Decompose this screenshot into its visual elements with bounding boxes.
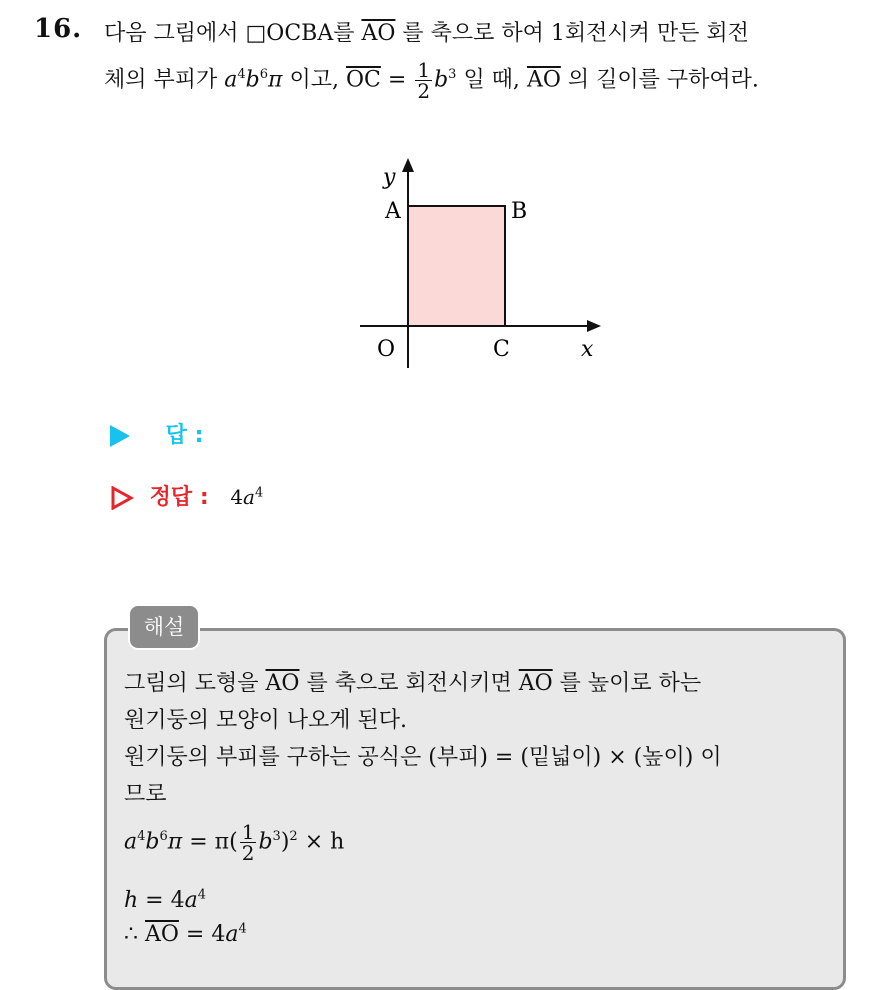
solution-line-1: 그림의 도형을 $\overline{AO}$ 를 축으로 회전시키면 $\overline{AO}$ 를 높이로 하는 — [124, 671, 702, 696]
solution-equation-1: $a^4b^6\pi = \pi$( $\frac{1}{2}$ $b^3)^2 \times h$ — [124, 820, 345, 865]
fraction-numerator: 1 — [417, 58, 431, 82]
question-number: 16. — [34, 14, 83, 44]
x-axis-label: x — [581, 337, 594, 362]
rectangle-ocba — [408, 206, 505, 326]
answer-label: 답 : — [165, 423, 204, 448]
point-label-c: C — [493, 337, 510, 362]
solution-equation-2: $h = 4a^4$ — [124, 887, 206, 913]
correct-answer-row — [110, 480, 263, 511]
point-label-a: A — [385, 199, 401, 224]
fraction-denominator: 2 — [417, 79, 431, 103]
x-axis-arrow — [587, 320, 601, 332]
fraction — [415, 60, 432, 101]
segment-oc: $\overline{OC}$ — [346, 67, 381, 93]
solution-line-4: 므로 — [124, 782, 167, 807]
math-eq: = — [387, 67, 407, 93]
solution-line-2: 원기둥의 모양이 나오게 된다. — [124, 708, 407, 733]
segment-ao: $\overline{AO}$ — [145, 922, 179, 947]
math-exp: 3 — [448, 67, 457, 83]
math-exp: 6 — [259, 67, 269, 83]
question-text: 의 길이를 구하여라. — [567, 67, 759, 93]
segment-ao: $\overline{AO}$ — [361, 21, 396, 46]
solution-equation-3: ∴ $\overline{AO} = 4a^4$ — [124, 921, 247, 947]
play-icon — [110, 425, 130, 447]
correct-answer-label: 정답 : — [149, 485, 209, 510]
segment-ao: $\overline{AO}$ — [265, 671, 300, 696]
answer-row — [110, 418, 203, 449]
question-text: 체의 부피가 — [104, 67, 218, 93]
segment-ao: $\overline{AO}$ — [518, 671, 553, 696]
segment-ao: $\overline{AO}$ — [526, 67, 561, 93]
fraction: $\frac{1}{2}$ — [241, 820, 255, 865]
question-text: 이고, — [289, 67, 340, 93]
y-axis-arrow — [402, 158, 414, 172]
math-var: b — [434, 67, 449, 93]
point-label-o: O — [377, 337, 396, 362]
math-exp: 4 — [237, 67, 246, 83]
math-var: π — [268, 67, 283, 93]
math-var: b — [245, 67, 260, 93]
question-line-2 — [104, 60, 759, 101]
math-var: a — [224, 67, 238, 93]
solution-line-3: 원기둥의 부피를 구하는 공식은 (부피) = (밑넓이) × (높이) 이 — [124, 745, 722, 770]
play-outline-icon — [110, 486, 134, 510]
solution-tag: 해설 — [128, 604, 200, 650]
coordinate-figure — [355, 150, 615, 380]
question-line-1 — [104, 16, 749, 47]
point-label-b: B — [511, 199, 528, 224]
correct-answer-value: $4a^4$ — [230, 485, 264, 509]
y-axis-label: y — [383, 165, 396, 190]
question-text: 를 축으로 하여 1회전시켜 만든 회전 — [402, 21, 749, 46]
question-text: 일 때, — [463, 67, 520, 93]
question-text: 다음 그림에서 □OCBA를 — [104, 21, 355, 46]
